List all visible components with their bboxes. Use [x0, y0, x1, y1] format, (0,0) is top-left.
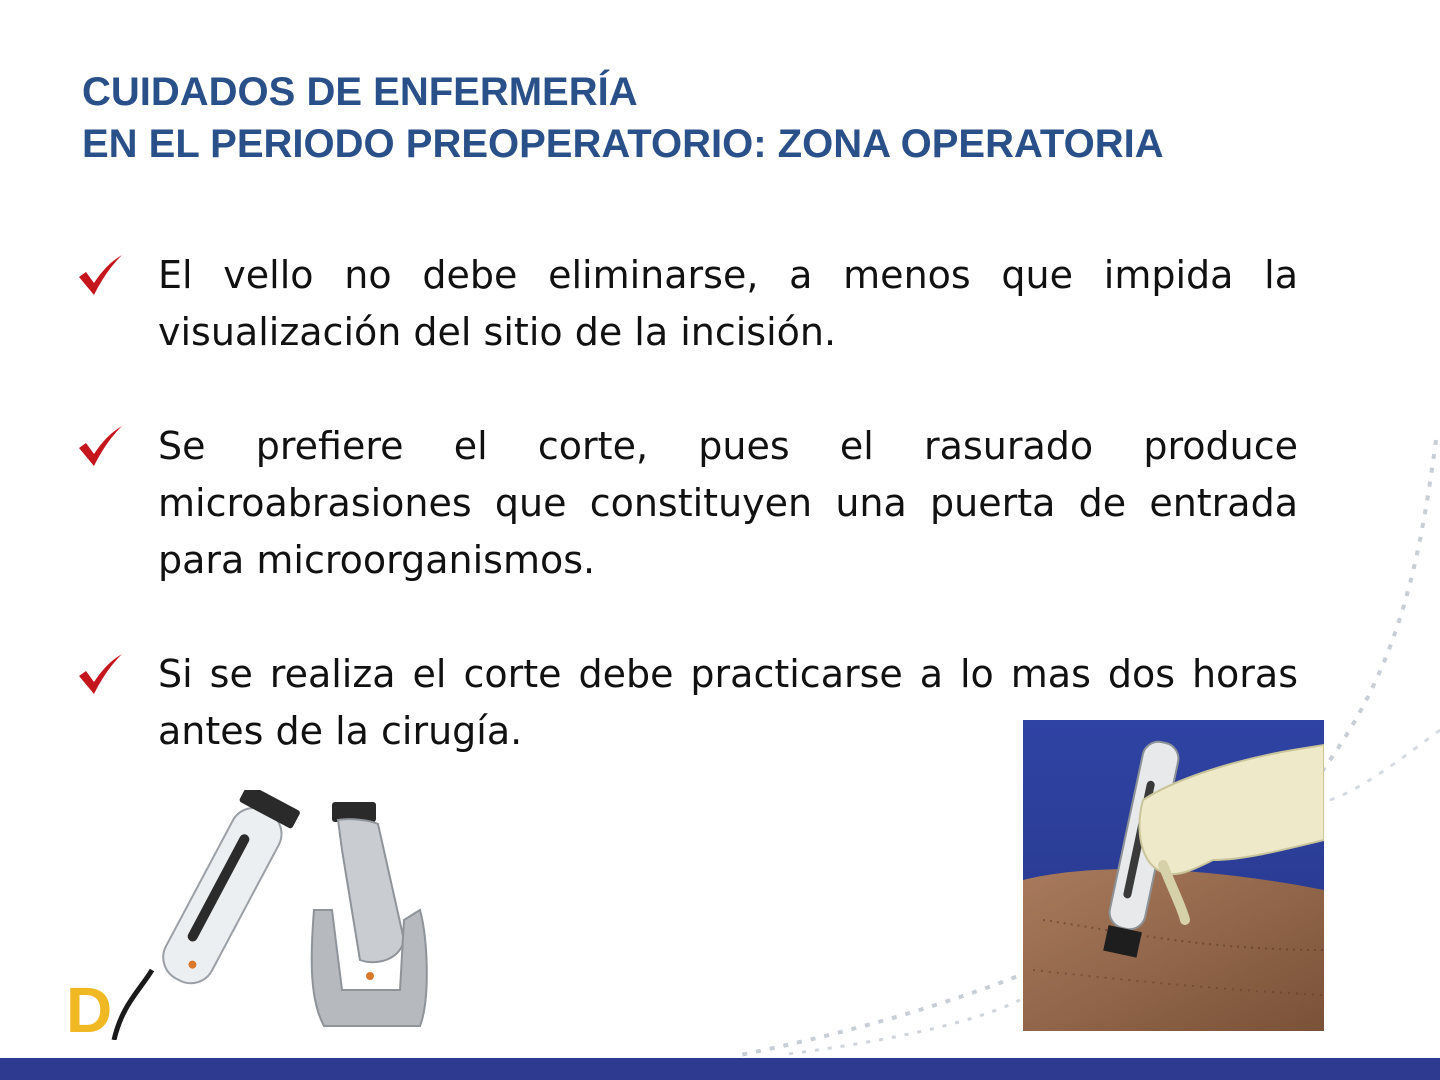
slide-title: [82, 66, 1382, 170]
bullet-text-2: Se prefiere el corte, pues el rasurado produce microabrasiones que constituyen una puerta de entrada para microorganismos.: [158, 424, 1298, 582]
bullet-item-2: [76, 418, 1298, 589]
bullet-text-1: El vello no debe eliminarse, a menos que impida la visualización del sitio de la incisión.: [158, 253, 1298, 354]
slide-title-line-2: EN EL PERIODO PREOPERATORIO: ZONA OPERATORIA: [82, 122, 1164, 166]
bullet-text-3: Si se realiza el corte debe practicarse a lo mas dos horas antes de la cirugía.: [158, 652, 1298, 753]
slide-title-line-1: CUIDADOS DE ENFERMERÍA: [82, 70, 638, 114]
footer-bar: [0, 1058, 1440, 1080]
clipper-in-use-photo: [1023, 720, 1324, 1031]
logo: D: [66, 974, 113, 1046]
checkmark-icon: [76, 646, 158, 702]
checkmark-icon: [76, 247, 158, 303]
bullet-item-1: [76, 247, 1298, 361]
surgical-clippers-image: [100, 790, 460, 1040]
checkmark-icon: [76, 418, 158, 474]
